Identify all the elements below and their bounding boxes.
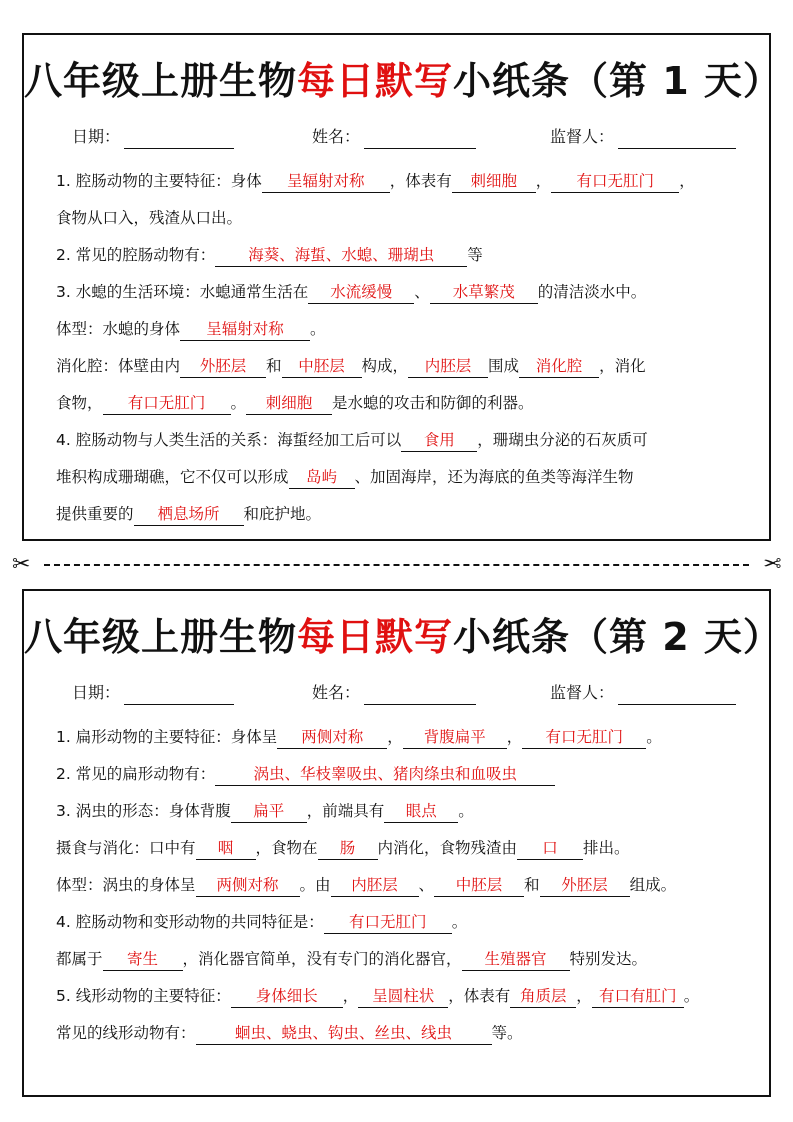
date-field[interactable]	[72, 125, 312, 149]
text-segment: 每日默写	[297, 615, 454, 659]
text-segment: 围成	[488, 357, 520, 375]
text-segment: 4. 腔肠动物和变形动物的共同特征是：	[56, 913, 324, 931]
answer: 有口无肛门	[551, 170, 679, 193]
answer: 两侧对称	[196, 874, 300, 897]
text-segment: 。	[451, 913, 468, 931]
text-line	[56, 978, 745, 1015]
scissors-icon: ✂	[12, 552, 31, 577]
text-segment: 、	[414, 283, 430, 301]
answer: 外胚层	[540, 874, 630, 897]
text-segment: 内消化，食物残渣由	[377, 839, 518, 857]
text-segment	[124, 130, 234, 149]
text-segment: 消化腔：体壁由内	[56, 357, 181, 375]
text-segment: 等。	[491, 1024, 523, 1042]
answer: 有口无肛门	[324, 911, 452, 934]
text-segment: ，消化	[599, 357, 646, 375]
answer: 岛屿	[289, 466, 355, 489]
text-segment: 组成。	[629, 876, 677, 894]
answer: 角质层	[510, 985, 576, 1008]
text-segment: ，体表有	[448, 987, 511, 1005]
text-line	[56, 311, 745, 348]
text-segment: 监督人：	[550, 127, 615, 146]
text-segment: 和	[524, 876, 540, 894]
answer: 刺细胞	[246, 392, 332, 415]
text-segment: 姓名：	[312, 683, 361, 702]
answer: 呈辐射对称	[262, 170, 390, 193]
answer: 消化腔	[519, 355, 599, 378]
text-segment: ，	[576, 987, 592, 1005]
text-segment: 1. 腔肠动物的主要特征：身体	[56, 172, 262, 190]
dashed-divider	[44, 564, 749, 566]
text-line	[56, 200, 745, 237]
text-segment: 每日默写	[297, 59, 454, 103]
text-segment: 体型：水螅的身体	[56, 320, 181, 338]
text-line	[56, 459, 745, 496]
text-segment: 日期：	[72, 127, 121, 146]
meta-row	[72, 125, 769, 149]
text-segment: 2. 常见的腔肠动物有：	[56, 246, 216, 264]
answer: 外胚层	[180, 355, 266, 378]
text-segment: 构成，	[361, 357, 409, 375]
text-segment: 3. 水螅的生活环境：水螅通常生活在	[56, 283, 309, 301]
text-segment: 姓名：	[312, 127, 361, 146]
text-segment: ，体表有	[389, 172, 452, 190]
text-segment: ，前端具有	[306, 802, 385, 820]
answer: 涡虫、华枝睾吸虫、猪肉绦虫和血吸虫	[215, 763, 555, 786]
text-segment: 体型：涡虫的身体呈	[56, 876, 196, 894]
answer: 内胚层	[331, 874, 419, 897]
text-segment: 1. 扁形动物的主要特征：身体呈	[56, 728, 278, 746]
answer: 寄生	[103, 948, 183, 971]
answer: 食用	[401, 429, 477, 452]
text-segment	[618, 130, 736, 149]
dictation-card-day-2	[22, 589, 782, 1097]
answer: 水草繁茂	[430, 281, 538, 304]
text-segment: 和庇护地。	[243, 505, 322, 523]
text-segment: ，	[387, 728, 403, 746]
text-segment	[364, 130, 476, 149]
text-segment: 常见的线形动物有：	[56, 1024, 196, 1042]
answer: 背腹扁平	[403, 726, 507, 749]
answer: 有口无肛门	[522, 726, 646, 749]
answer: 口	[517, 837, 583, 860]
text-segment: 。由	[299, 876, 331, 894]
answer: 咽	[196, 837, 256, 860]
text-segment: 2. 常见的扁形动物有：	[56, 765, 216, 783]
text-segment	[618, 686, 736, 705]
name-field[interactable]	[312, 125, 550, 149]
scissors-icon: ✂	[762, 552, 781, 577]
card-title	[24, 611, 782, 663]
text-segment: ，食物在	[255, 839, 318, 857]
cut-line	[0, 553, 793, 577]
text-segment: 和	[266, 357, 282, 375]
text-segment: 排出。	[583, 839, 630, 857]
supervisor-field[interactable]	[550, 681, 736, 705]
text-segment: 堆积构成珊瑚礁，它不仅可以形成	[56, 468, 289, 486]
answer: 栖息场所	[134, 503, 244, 526]
answer: 呈辐射对称	[180, 318, 310, 341]
text-line	[56, 496, 745, 533]
text-line	[56, 941, 745, 978]
meta-row	[72, 681, 769, 705]
supervisor-field[interactable]	[550, 125, 736, 149]
text-segment: 的清洁淡水中。	[537, 283, 647, 301]
text-segment: ，	[506, 728, 523, 746]
answer: 刺细胞	[452, 170, 536, 193]
text-segment: 。	[683, 987, 700, 1005]
text-segment: ，珊瑚虫分泌的石灰质可	[477, 431, 648, 449]
answer: 肠	[318, 837, 378, 860]
text-segment: 特别发达。	[569, 950, 648, 968]
text-segment: 八年级上册生物	[24, 59, 298, 103]
name-field[interactable]	[312, 681, 550, 705]
text-line	[56, 867, 745, 904]
text-segment: 监督人：	[550, 683, 615, 702]
answer: 水流缓慢	[308, 281, 414, 304]
text-segment: 3. 涡虫的形态：身体背腹	[56, 802, 231, 820]
text-segment: 食物，	[56, 394, 103, 412]
text-segment: 等	[467, 246, 483, 264]
answer: 扁平	[231, 800, 307, 823]
card-body	[56, 719, 745, 1052]
text-line	[56, 1015, 745, 1052]
text-line	[56, 793, 745, 830]
text-line	[56, 756, 745, 793]
text-segment: 提供重要的	[56, 505, 134, 523]
text-segment: 小纸条（第 2 天）	[453, 615, 782, 659]
text-segment: 、加固海岸，还为海底的鱼类等海洋生物	[354, 468, 634, 486]
text-segment: 小纸条（第 1 天）	[453, 59, 782, 103]
text-segment	[364, 686, 476, 705]
answer: 两侧对称	[277, 726, 387, 749]
answer: 生殖器官	[462, 948, 570, 971]
answer: 呈圆柱状	[358, 985, 448, 1008]
answer: 内胚层	[408, 355, 488, 378]
text-segment: 。	[230, 394, 247, 412]
card-body	[56, 163, 745, 533]
answer: 有口无肛门	[103, 392, 231, 415]
text-segment: 都属于	[56, 950, 103, 968]
dictation-card-day-1	[22, 33, 782, 541]
text-line	[56, 904, 745, 941]
answer: 蛔虫、蛲虫、钩虫、丝虫、线虫	[196, 1022, 492, 1045]
text-line	[56, 719, 745, 756]
answer: 中胚层	[434, 874, 524, 897]
text-segment: 、	[418, 876, 435, 894]
text-segment: ，	[535, 172, 552, 190]
text-segment: ，消化器官简单，没有专门的消化器官，	[182, 950, 462, 968]
text-segment: ，	[342, 987, 359, 1005]
card-title	[24, 55, 782, 107]
text-segment: ，	[679, 172, 695, 190]
text-line	[56, 237, 745, 274]
text-segment: 食物从口入，残渣从口出。	[56, 209, 243, 227]
text-line	[56, 830, 745, 867]
text-line	[56, 422, 745, 459]
text-line	[56, 348, 745, 385]
text-segment: 日期：	[72, 683, 121, 702]
answer: 身体细长	[231, 985, 343, 1008]
text-segment: 是水螅的攻击和防御的利器。	[332, 394, 534, 412]
text-segment: 。	[310, 320, 326, 338]
date-field[interactable]	[72, 681, 312, 705]
text-line	[56, 385, 745, 422]
text-segment	[124, 686, 234, 705]
answer: 眼点	[384, 800, 458, 823]
text-line	[56, 163, 745, 200]
text-segment: 4. 腔肠动物与人类生活的关系：海蜇经加工后可以	[56, 431, 402, 449]
text-segment: 。	[646, 728, 662, 746]
answer: 中胚层	[282, 355, 362, 378]
text-segment: 八年级上册生物	[24, 615, 298, 659]
text-segment: 摄食与消化：口中有	[56, 839, 196, 857]
text-segment: 5. 线形动物的主要特征：	[56, 987, 231, 1005]
answer: 海葵、海蜇、水螅、珊瑚虫	[215, 244, 467, 267]
answer: 有口有肛门	[592, 985, 684, 1008]
text-segment: 。	[458, 802, 474, 820]
text-line	[56, 274, 745, 311]
